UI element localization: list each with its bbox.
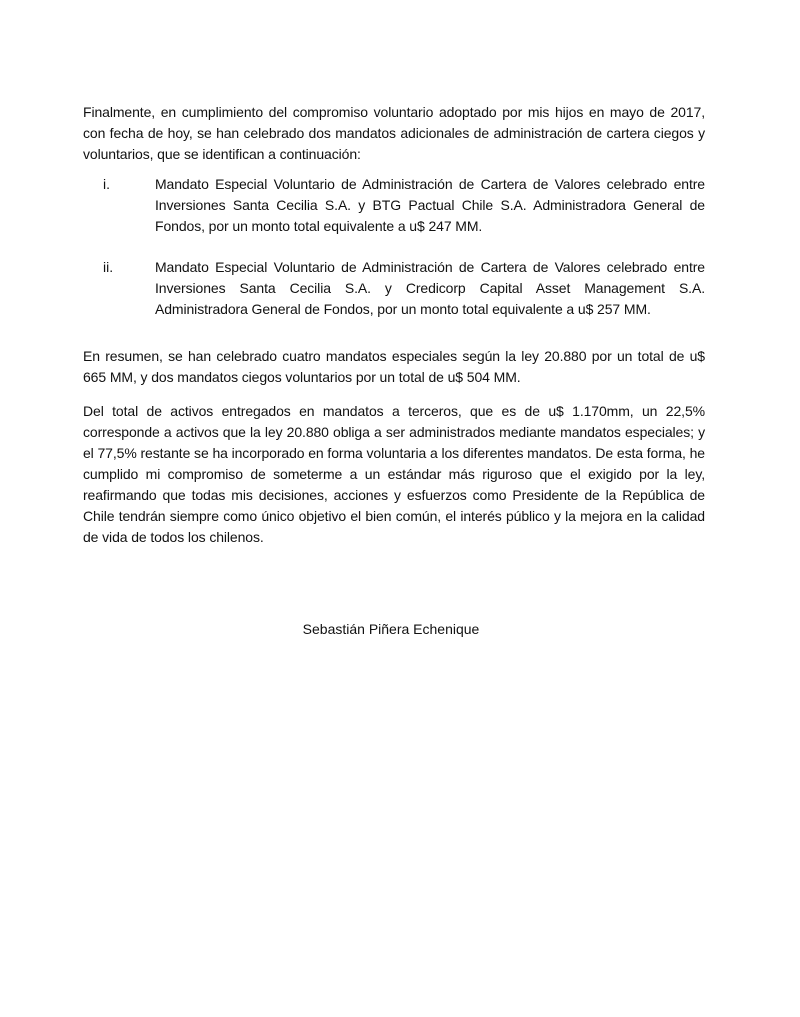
paragraph-conclusion: Del total de activos entregados en mandatos a terceros, que es de u$ 1.170mm, un 22,5% corresponde a activos que la ley 20.880 obliga a ser administrados mediante mandatos especiales; y el 77,5% restante se ha incorporado en forma voluntaria a los diferentes mandatos. De esta forma, he cumplido mi compromiso de someterme a un estándar más riguroso que el exigido por la ley, reafirmando que todas mis decisiones, acciones y esfuerzos como Presidente de la República de Chile tendrán siempre como único objetivo el bien común, el interés público y la mejora en la calidad de vida de todos los chilenos. xyxy=(83,403,705,545)
list-marker: i. xyxy=(103,176,110,192)
list-marker: ii. xyxy=(103,259,114,275)
signature-name: Sebastián Piñera Echenique xyxy=(302,621,480,637)
list-item-text: Mandato Especial Voluntario de Administración de Cartera de Valores celebrado entre Inversiones Santa Cecilia S.A. y BTG Pactual Chile S.A. Administradora General de Fondos, por un monto total equivalente a u$ 247 MM. xyxy=(155,176,705,234)
list-item-text: Mandato Especial Voluntario de Administración de Cartera de Valores celebrado entre Inversiones Santa Cecilia S.A. y Credicorp Capital Asset Management S.A. Administradora General de Fondos, por un monto total equivalente a u$ 257 MM. xyxy=(155,259,705,317)
paragraph-intro: Finalmente, en cumplimiento del compromiso voluntario adoptado por mis hijos en mayo de 2017, con fecha de hoy, se han celebrado dos mandatos adicionales de administración de cartera ciegos y voluntarios, que se identifican a continuación: xyxy=(83,104,705,162)
paragraph-summary: En resumen, se han celebrado cuatro mandatos especiales según la ley 20.880 por un total de u$ 665 MM, y dos mandatos ciegos voluntarios por un total de u$ 504 MM. xyxy=(83,348,705,385)
